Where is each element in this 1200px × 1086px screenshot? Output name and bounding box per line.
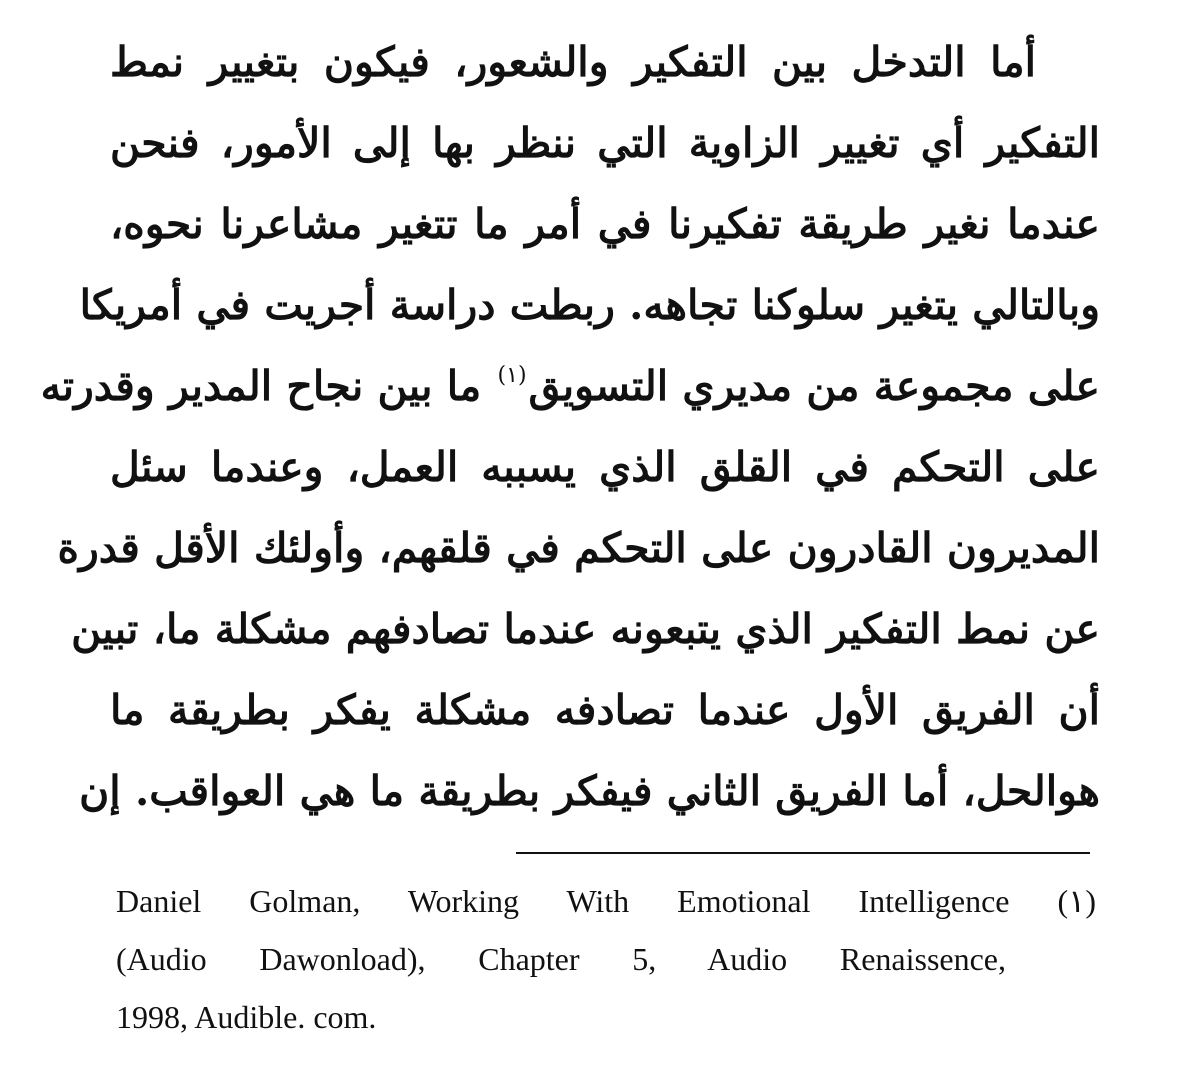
arabic-paragraph xyxy=(40,22,1100,832)
paragraph-line: عن نمط التفكير الذي يتبعونه عندما تصادفهم مشكلة ما، تبين xyxy=(71,605,1100,653)
paragraph-line: عندما نغير طريقة تفكيرنا في أمر ما تتغير مشاعرنا نحوه، xyxy=(110,200,1100,248)
footnote xyxy=(116,872,1096,1046)
paragraph-line: على التحكم في القلق الذي يسببه العمل، وعندما سئل xyxy=(110,443,1100,491)
paragraph-line-part: ما بين نجاح المدير وقدرته xyxy=(40,362,482,410)
footnote-reference: (١) xyxy=(497,363,527,388)
paragraph-line: هوالحل، أما الفريق الثاني فيفكر بطريقة ما هي العواقب. إن xyxy=(79,767,1100,815)
paragraph-line: وبالتالي يتغير سلوكنا تجاهه. ربطت دراسة أجريت في أمريكا xyxy=(79,281,1100,329)
paragraph-line-part: على مجموعة من مديري التسويق xyxy=(528,362,1100,410)
footnote-marker: (١) xyxy=(1057,883,1097,919)
footnote-text: Daniel Golman, Working With Emotional Intelligence xyxy=(116,883,1010,919)
footnote-line: (Audio Dawonload), Chapter 5, Audio Renaissence, xyxy=(116,941,1006,977)
footnote-divider xyxy=(516,852,1090,854)
paragraph-line: أن الفريق الأول عندما تصادفه مشكلة يفكر بطريقة ما xyxy=(110,686,1100,734)
footnote-line xyxy=(116,872,1096,930)
paragraph-line-with-footnote-ref xyxy=(40,346,1100,427)
paragraph-line: أما التدخل بين التفكير والشعور، فيكون بتغيير نمط xyxy=(110,38,1036,86)
paragraph-line: المديرون القادرون على التحكم في قلقهم، وأولئك الأقل قدرة xyxy=(57,524,1100,572)
footnote-line: 1998, Audible. com. xyxy=(116,999,377,1035)
paragraph-line: التفكير أي تغيير الزاوية التي ننظر بها إلى الأمور، فنحن xyxy=(110,119,1100,167)
